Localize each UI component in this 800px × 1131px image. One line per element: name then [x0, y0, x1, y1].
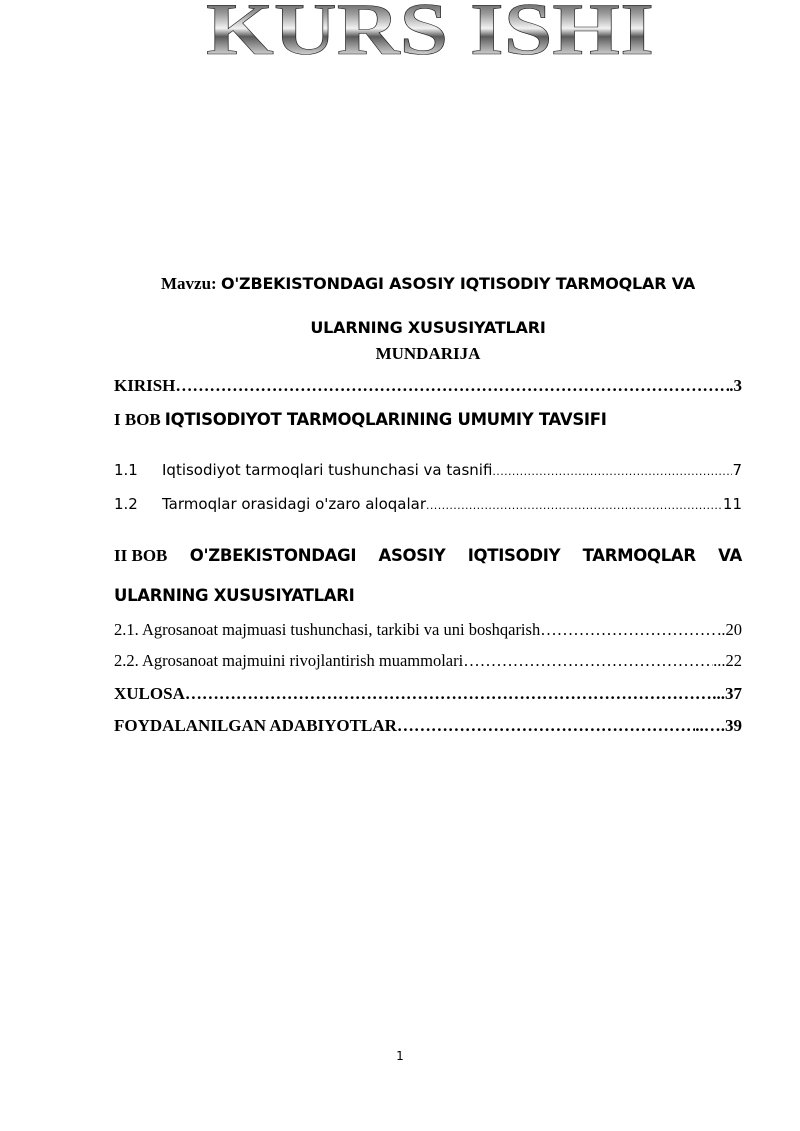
toc-entry-label: KIRISH: [114, 376, 176, 395]
toc-entry-2-2: [114, 651, 742, 671]
toc-entry-label: 2.1. Agrosanoat majmuasi tushunchasi, tarkibi va uni boshqarish: [114, 620, 541, 639]
toc-leader-dots: [463, 651, 713, 671]
toc-entry-label: 2.2. Agrosanoat majmuini rivojlantirish muammolari: [114, 651, 464, 670]
toc-title: MUNDARIJA: [375, 344, 481, 363]
toc-entry-1-1: [114, 461, 742, 479]
toc-leader-dots: [175, 376, 729, 396]
chapter-2-roman: II BOB: [114, 546, 168, 565]
toc-leader-dots: [426, 495, 723, 513]
topic-heading: [114, 262, 742, 350]
toc-entry-label: XULOSA: [114, 684, 185, 703]
chapter-2-word: ASOSIY: [378, 546, 446, 565]
toc-leader-dots: [397, 716, 695, 736]
toc-leader-dots: [492, 461, 732, 479]
chapter-1-title: IQTISODIYOT TARMOQLARINING UMUMIY TAVSIFI: [164, 410, 607, 429]
toc-entry-number: 1.1: [114, 461, 138, 479]
toc-entry-text: [114, 495, 426, 513]
toc-entry-references: [114, 716, 742, 736]
toc-entry-conclusion: [114, 684, 742, 704]
toc-entry-label: Tarmoqlar orasidagi o'zaro aloqalar: [162, 495, 426, 513]
toc-entry-number: 1.2: [114, 495, 138, 513]
chapter-2-word: IQTISODIY: [467, 546, 561, 565]
toc-entry-2-1: [114, 620, 742, 640]
chapter-2-word: VA: [718, 546, 742, 565]
toc-entry-page: ..20: [717, 620, 742, 639]
toc-entry-page: 11: [722, 495, 742, 513]
toc-entry-page: ...37: [712, 684, 742, 703]
toc-entry-1-2: [114, 495, 742, 513]
toc-entry-page: 7: [732, 461, 742, 479]
wordart-title-graphic: [0, 0, 800, 62]
topic-lead: Mavzu:: [160, 274, 217, 293]
wordart-title: [0, 0, 800, 62]
wordart-title-text: KURS ISHI: [206, 0, 654, 62]
toc-entry-page: ...22: [713, 651, 742, 670]
chapter-2-title-line-2-text: ULARNING XUSUSIYATLARI: [114, 586, 355, 605]
chapter-2-title-line-2: [114, 576, 742, 617]
topic-line-1: [114, 262, 742, 306]
toc-entry-text: [114, 461, 492, 479]
topic-title-line-1: O'ZBEKISTONDAGI ASOSIY IQTISODIY TARMOQLAR VA: [220, 274, 696, 293]
toc-entry-page: .3: [729, 376, 742, 395]
toc-chapter-2-heading: [114, 536, 742, 617]
toc-entry-intro: [114, 376, 742, 396]
toc-leader-dots: [185, 684, 712, 704]
chapter-2-title-line-1: [114, 536, 742, 576]
toc-leader-dots: [540, 620, 717, 640]
chapter-2-word: TARMOQLAR: [582, 546, 696, 565]
toc-entry-page: ..….39: [695, 716, 742, 735]
chapter-1-roman: I BOB: [114, 410, 161, 429]
toc-chapter-1-heading: [114, 410, 742, 430]
chapter-2-word: O'ZBEKISTONDAGI: [189, 546, 357, 565]
page-number: 1: [396, 1049, 404, 1063]
toc-entry-label: FOYDALANILGAN ADABIYOTLAR: [114, 716, 397, 735]
topic-title-line-2: ULARNING XUSUSIYATLARI: [310, 318, 546, 337]
toc-entry-label: Iqtisodiyot tarmoqlari tushunchasi va tasnifi: [162, 461, 493, 479]
